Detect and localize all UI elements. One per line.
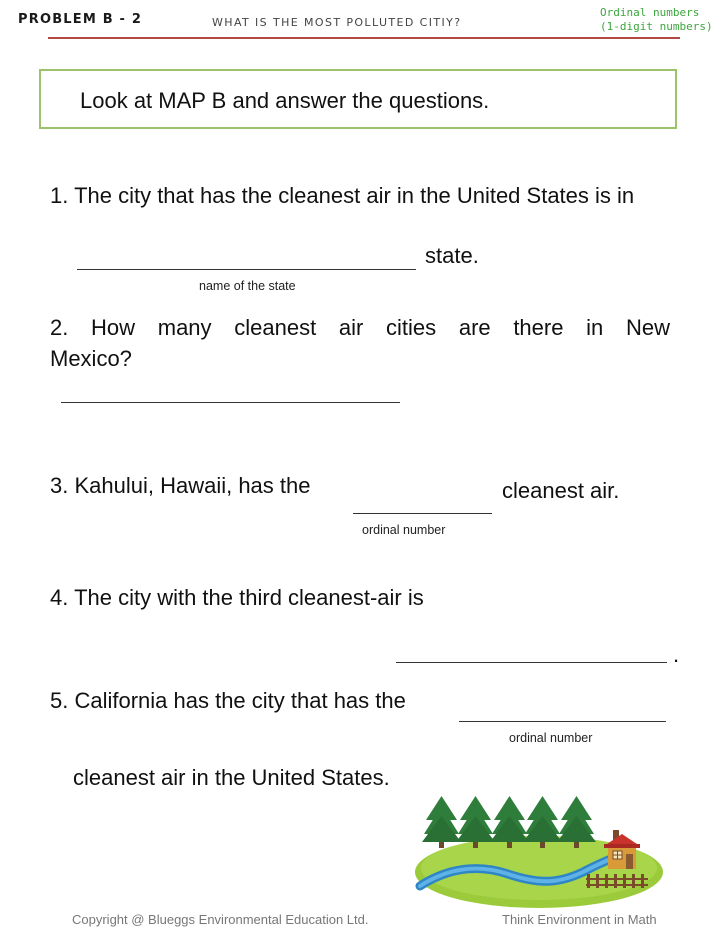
question-4-suffix: .	[673, 642, 680, 667]
question-1-caption: name of the state	[199, 279, 296, 293]
question-2-answer-line[interactable]	[61, 402, 400, 403]
forest-house-island-icon	[408, 790, 670, 912]
question-3-caption: ordinal number	[362, 523, 446, 537]
question-1-suffix: state.	[425, 243, 479, 268]
question-5-continuation: cleanest air in the United States.	[73, 765, 390, 790]
tree-icon	[523, 796, 562, 848]
question-5-caption: ordinal number	[509, 731, 593, 745]
question-4-answer-line[interactable]	[396, 662, 667, 663]
topic-line-2: (1-digit numbers)	[600, 20, 713, 33]
house-icon	[604, 830, 640, 869]
question-2-line-2: Mexico?	[50, 346, 132, 371]
question-5-answer-line[interactable]	[459, 721, 666, 722]
tree-icon	[422, 796, 461, 848]
question-5-text: 5. California has the city that has the	[50, 688, 406, 713]
problem-label: PROBLEM B - 2	[18, 12, 143, 27]
instruction-text: Look at MAP B and answer the questions.	[80, 88, 490, 113]
question-3-answer-line[interactable]	[353, 513, 492, 514]
tree-icon	[557, 796, 596, 848]
topic-label	[600, 6, 713, 34]
topic-line-1: Ordinal numbers	[600, 6, 700, 19]
question-3-text: 3. Kahului, Hawaii, has the	[50, 473, 311, 498]
tree-icon	[456, 796, 495, 848]
footer-tagline: Think Environment in Math	[502, 912, 657, 927]
question-3-suffix: cleanest air.	[502, 478, 620, 503]
footer-copyright: Copyright @ Blueggs Environmental Education Ltd.	[72, 912, 369, 927]
question-1-answer-line[interactable]	[77, 269, 416, 270]
header-divider	[48, 37, 680, 39]
question-1-text: 1. The city that has the cleanest air in the United States is in	[50, 183, 635, 208]
question-4-text: 4. The city with the third cleanest-air is	[50, 585, 424, 610]
tree-icon	[490, 796, 529, 848]
question-2-line-1: 2. How many cleanest air cities are there in New	[50, 315, 670, 340]
worksheet-title: WHAT IS THE MOST POLLUTED CITIY?	[212, 16, 462, 29]
